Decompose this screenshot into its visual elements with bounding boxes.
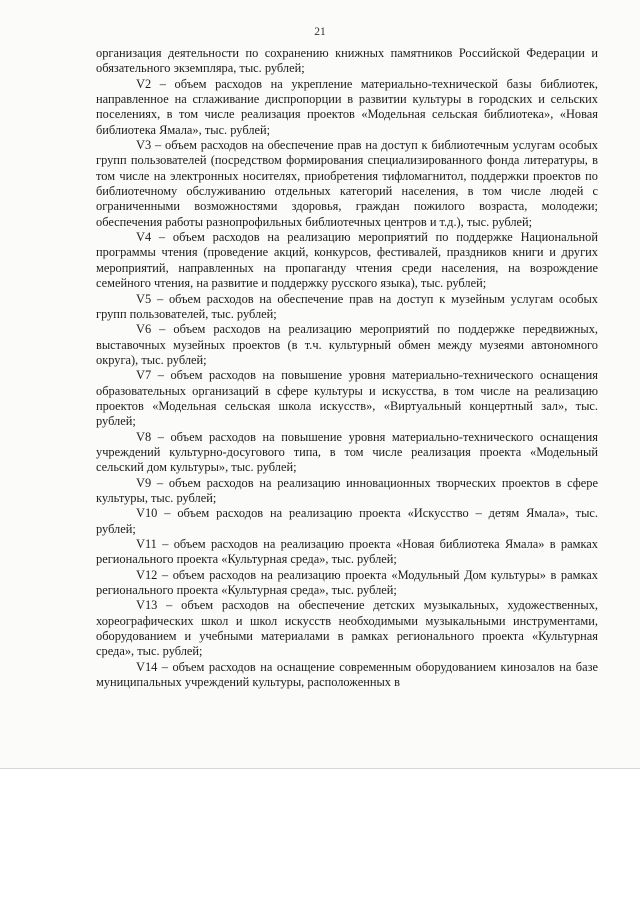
paragraph-continuation: организация деятельности по сохранению книжных памятников Российской Федерации и обязательного экземпляра, тыс. рублей; <box>96 46 598 76</box>
paragraph-v8: V8 – объем расходов на повышение уровня материально-технического оснащения учреждений культурно-досугового типа, в том числе реализация проекта «Модельный сельский дом культуры», тыс. рублей; <box>96 429 598 475</box>
paragraph-v12: V12 – объем расходов на реализацию проекта «Модульный Дом культуры» в рамках регионального проекта «Культурная среда», тыс. рублей; <box>96 567 598 598</box>
paragraph-v9: V9 – объем расходов на реализацию инновационных творческих проектов в сфере культуры, тыс. рублей; <box>96 475 598 505</box>
page-number: 21 <box>314 26 326 38</box>
paragraph-v7: V7 – объем расходов на повышение уровня материально-технического оснащения образовательных организаций в сфере культуры и искусства, в том числе на реализацию проектов «Модельная сельская школа искусств», «Виртуальный концертный зал», тыс. рублей; <box>96 368 598 429</box>
paragraph-v2: V2 – объем расходов на укрепление материально-технической базы библиотек, направленное на сглаживание диспропорции в развитии культуры в городских и сельских поселениях, в том числе реализация проектов «Модельная сельская библиотека», «Новая библиотека Ямала», тыс. рублей; <box>96 76 598 137</box>
blank-background <box>0 769 640 905</box>
paragraph-v14: V14 – объем расходов на оснащение современным оборудованием кинозалов на базе муниципальных учреждений культуры, расположенных в <box>96 659 598 690</box>
paragraph-v10: V10 – объем расходов на реализацию проекта «Искусство – детям Ямала», тыс. рублей; <box>96 506 598 536</box>
page-body <box>96 46 598 690</box>
paragraph-v13: V13 – объем расходов на обеспечение детских музыкальных, художественных, хореографических школ и школ искусств необходимыми музыкальными инструментами, оборудованием и учебными материалами в рамках регионального проекта «Культурная среда», тыс. рублей; <box>96 598 598 659</box>
paragraph-v11: V11 – объем расходов на реализацию проекта «Новая библиотека Ямала» в рамках регионального проекта «Культурная среда», тыс. рублей; <box>96 537 598 567</box>
paragraph-v3: V3 – объем расходов на обеспечение прав на доступ к библиотечным услугам особых групп пользователей (посредством формирования специализированного фонда литературы, в том числе на электронных носителях, приобретения тифломагнитол, поддержки проектов по библиотечному обслуживанию отдельных категорий населения, в том числе людей с ограниченными возможностями здоровья, граждан пожилого возраста, молодежи; обеспечения работы разнопрофильных библиотечных центров и т.д.), тыс. рублей; <box>96 138 598 229</box>
paragraph-v5: V5 – объем расходов на обеспечение прав на доступ к музейным услугам особых групп пользователей, тыс. рублей; <box>96 291 598 321</box>
paragraph-v6: V6 – объем расходов на реализацию мероприятий по поддержке передвижных, выставочных музейных проектов (в т.ч. культурный обмен между музеями автономного округа), тыс. рублей; <box>96 322 598 367</box>
paragraph-v4: V4 – объем расходов на реализацию мероприятий по поддержке Национальной программы чтения (проведение акций, конкурсов, фестивалей, праздников книги и других мероприятий, направленных на пропаганду чтения среди населения, на возрождение семейного чтения, на развитие и поддержку русского языка), тыс. рублей; <box>96 230 598 291</box>
